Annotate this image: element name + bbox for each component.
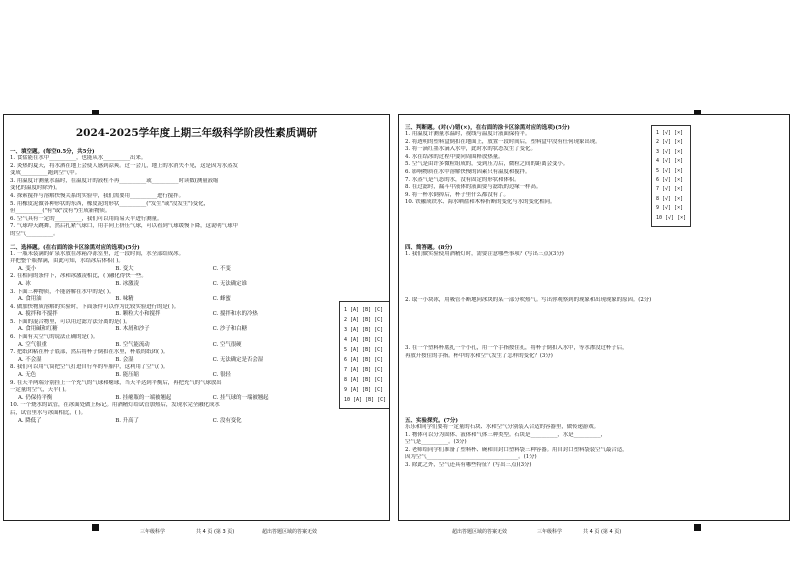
fill-blank-line: 但__________("有"或"没有")生成新物质。 [10, 208, 111, 215]
judge-item: 10. 铁融成铁水、海水晒盐和木棒折断的变化与水的变化相同。 [405, 199, 556, 206]
answer-row[interactable]: 7 [A] [B] [C] [344, 367, 384, 373]
choice-question: 10. 一个烧水的试管，在冰面处做上标记。用酒精灯给试管加热后，发现水完全融化成水 [10, 402, 220, 409]
section-choice-heading: 二、选择题。(在右面的涂卡区涂黑对应的选项)(5分) [10, 244, 140, 251]
answer-row[interactable]: 8 [A] [B] [C] [344, 377, 384, 383]
option-b: B. 颗粒大小和搅拌 [115, 311, 161, 318]
answer-card-judge [651, 125, 691, 227]
option-a: A. 不会湿 [18, 356, 42, 363]
option-a: A. 仍保持平衡 [18, 394, 53, 401]
option-b: B. 冰激凌 [115, 280, 139, 287]
answer-row[interactable]: 8 [√] [×] [656, 195, 684, 202]
short-answer-question: 再放开按住的手指。杯中的水和空气发生了怎样的变化？(3分) [405, 352, 553, 359]
judge-item: 4. 水在结冰的过程中要向周围释放热量。 [405, 153, 504, 160]
choice-options [10, 281, 310, 289]
choice-options [10, 372, 310, 380]
option-c: C. 空气很硬 [212, 341, 242, 348]
option-c: C. 沙子和白糖 [212, 326, 247, 333]
section-experiment-heading: 五、实验探究。(7分) [405, 418, 459, 424]
option-c: C. 挂气球的一端被翘起 [212, 394, 269, 401]
option-a: A. 冰 [18, 280, 31, 287]
option-a: A. 降低了 [18, 417, 42, 424]
option-c: C. 蜂蜜 [212, 296, 231, 303]
footer-note: 超出答题区域的答案无效 [262, 529, 318, 535]
answer-row[interactable]: 3 [A] [B] [C] [344, 327, 384, 333]
judge-item: 9. 将一杯水倒掉后，杯子里什么都没有了。 [405, 191, 509, 198]
option-a: A. 变小 [18, 265, 37, 272]
fill-blank-line: 6. 空气具有一定的__________，我们可以用简易天平进行测量。 [10, 215, 163, 222]
answer-row[interactable]: 7 [√] [×] [656, 186, 684, 193]
choice-question: 一定量的空气，天平( )。 [10, 387, 70, 394]
answer-row[interactable]: 1 [√] [×] [656, 130, 684, 136]
answer-row[interactable]: 9 [√] [×] [656, 205, 684, 212]
left-page [3, 114, 390, 521]
option-b: B. 升高了 [115, 417, 139, 424]
experiment-question: 1. 物体可以分为固体、液体和气体三种类型。石块是__________，水是__________， [405, 431, 606, 438]
choice-question: 7. 把纸团粘在杯子底部，然后将杯子倒扣在水里，杯底的纸团( )。 [10, 349, 169, 356]
option-c: C. 不变 [212, 265, 231, 272]
short-answer-question: 3. 在一个塑料杯底扎一个小孔，用一个手指按住孔，将杯子倒扣入水中，等水渗没过杯子后， [405, 345, 628, 351]
fill-blank-line: 的空气__________。 [10, 230, 59, 237]
choice-question: 2. 在相同的条件下，冰和冰激凌相比，( )融化得快一些。 [10, 273, 147, 280]
choice-options [10, 311, 310, 319]
choice-options [10, 266, 310, 274]
choice-question: 4. 做加快物质溶解的实验时，下面条件可以作为比较实验进行的是( )。 [10, 303, 180, 310]
short-answer-question: 2. 取一小块冰，用吸管不断地向冰块的某一部分吹热气。写出你观察到的现象和出现现象的原因。(2分) [405, 297, 652, 303]
answer-row[interactable]: 2 [√] [×] [656, 139, 684, 146]
option-b: B. 挂瘪瓶的一端被翘起 [115, 394, 172, 401]
fill-blank-line: 5. 用橡皮泥做各种形状的东西，橡皮泥的形状__________("发生"或"没发生")变化， [10, 200, 209, 207]
option-b: B. 变大 [115, 265, 134, 272]
footer-subject: 三年级科学 [140, 529, 166, 535]
judge-item: 8. 在过滤时，漏斗中液体的液面要与滤纸的边缘一样高。 [405, 184, 542, 191]
answer-row[interactable]: 9 [A] [B] [C] [344, 387, 384, 393]
answer-row[interactable]: 1 [A] [B] [C] [344, 307, 384, 313]
option-b: B. 味精 [115, 296, 134, 303]
experiment-question: 因为空气__________________________________。(1分) [405, 454, 537, 461]
option-b: B. 木屑和沙子 [115, 326, 150, 333]
choice-options [10, 418, 310, 426]
choice-question: 1. 一瓶未装满的矿泉水放在冰箱冷冻室里，过一段时间，水全部结成冰。 [10, 250, 184, 257]
option-c: C. 没有变化 [212, 417, 242, 424]
option-b: B. 能压缩 [115, 372, 139, 379]
answer-row[interactable]: 5 [A] [B] [C] [344, 347, 384, 353]
section-fill-blank-heading: 一、填空题。(每空0.5分，共5分) [10, 149, 95, 155]
choice-options [10, 342, 310, 350]
option-c: C. 无法确定谁 [212, 280, 247, 287]
footer-subject: 三年级科学 [537, 529, 563, 535]
footer-note: 超出答题区域的答案无效 [452, 529, 508, 535]
answer-row[interactable]: 2 [A] [B] [C] [344, 317, 384, 323]
fill-blank-list [10, 155, 383, 239]
option-b: B. 空气能流动 [115, 341, 150, 348]
answer-row[interactable]: 10 [A] [B] [C] [344, 397, 387, 403]
option-c: C. 很轻 [212, 372, 231, 379]
judge-item: 1. 用温度计测量水温时，视线与温度计液面保持平。 [405, 131, 531, 137]
choice-question: 后，试管里水与冰面相比，( )。 [10, 410, 86, 416]
answer-row[interactable]: 6 [√] [×] [656, 177, 684, 184]
option-a: A. 搅拌和不搅拌 [18, 311, 58, 318]
answer-row[interactable]: 10 [√] [×] [656, 214, 687, 221]
registration-mark [92, 524, 99, 531]
choice-options [10, 296, 310, 304]
option-a: A. 空气很重 [18, 341, 47, 348]
option-a: A. 食用碱和红糖 [18, 326, 58, 333]
page-title: 2024-2025学年度上期三年级科学阶段性素质调研 [75, 127, 318, 139]
choice-question: 3. 下面三种物质，不能溶解在水中的是( )。 [10, 288, 115, 295]
judge-item: 5. 空气是由许多微粒组成的，受到压力后，微粒之间的距离会变小。 [405, 161, 569, 168]
answer-row[interactable]: 5 [√] [×] [656, 167, 684, 174]
fill-blank-line: 变化的温度时除外)。 [10, 185, 61, 192]
choice-question: 8. 我们可以用气筒把空气打进自行车的车胎中，这利用了空气( )。 [10, 364, 169, 371]
fill-blank-line: 1. 食盐能在水中__________，也能从水__________出来。 [10, 155, 147, 161]
fill-blank-line: 3. 用温度计测量水温时，在温度计的液柱不再__________或__________时读数(测量液缩 [10, 177, 219, 184]
section-short-answer-heading: 四、简答题。(8分) [405, 245, 453, 251]
experiment-question: 2. 老师给同学们准备了塑料杯、碗和自封口塑料袋三种容器。用自封口塑料袋装空气最合适， [405, 446, 628, 453]
right-page [398, 114, 790, 521]
answer-row[interactable]: 4 [A] [B] [C] [344, 337, 384, 343]
footer-page: 共 4 页 (第 4 页) [583, 529, 622, 535]
fill-blank-line: 7. 气球冲天跳舞，然后扎紧气球口，用手向上挤压气球，可以看到气球缓慢下降，这说明气球中 [10, 223, 238, 230]
option-b: B. 会湿 [115, 356, 134, 363]
choice-question: 9. 在天平两端分别挂上一个充气的气球和瘪球，当天平达到平衡后，再把充气的气球放出 [10, 379, 222, 386]
judge-item: 7. 水蒸气是气态的水，没有固定的形状和体积。 [405, 176, 520, 183]
answer-row[interactable]: 3 [√] [×] [656, 148, 684, 155]
option-a: A. 无色 [18, 372, 37, 379]
footer-page: 共 4 页 (第 3 页) [196, 529, 235, 535]
fill-blank-line: 4. 探索搅拌与溶解快慢关系的实验中，我们需要用__________进行搅拌。 [10, 192, 184, 199]
fill-blank-line: 2. 炎热的夏天，将水洒在地上会使人感到凉爽。过一会儿，地上的水消失不见，这是因为水蒸发 [10, 162, 238, 169]
experiment-intro: 乐乐和同学们要将一定量的石块、水和空气分别装入合适的容器里，做传递游戏。 [405, 424, 600, 430]
experiment-question: 3. 除此之外，空气还具有哪些特征？(写出三点)(3分) [405, 461, 532, 468]
choice-options [10, 395, 310, 403]
answer-row[interactable]: 6 [A] [B] [C] [344, 357, 384, 363]
option-c: C. 无法确定是否会湿 [212, 356, 264, 363]
choice-question: 6. 下面有关空气的说法正确的是( )。 [10, 334, 99, 341]
option-a: A. 食用油 [18, 296, 42, 303]
short-answer-question: 1. 我们做实验使用酒精灯时，需要注意哪些事项？(写出三点)(3分) [405, 251, 564, 257]
answer-card-choice [339, 301, 390, 409]
choice-list [10, 251, 310, 426]
section-judge-heading: 三、判断题。(对(√)错(×)，在右面的涂卡区涂黑对应的选项)(5分) [405, 125, 570, 131]
choice-question: 并把整个瓶撑满，由此可知，水结冰后体积( )。 [10, 258, 124, 265]
choice-question: 5. 下面的混合物里，可以用过滤方法分离的是( )。 [10, 318, 131, 325]
judge-item: 3. 将一滴红墨水滴入水中，此时水的状态发生了变化。 [405, 146, 536, 153]
answer-row[interactable]: 4 [√] [×] [656, 158, 684, 165]
judge-item: 2. 将透明的塑料盒倒扣在地面上，放置一段时间后，塑料盒中没有任何现象出现。 [405, 138, 601, 145]
fill-blank-line: 变成__________跑到空气中。 [10, 170, 81, 177]
judge-item: 6. 影响物质在水中溶解快慢的因素只有温度和搅拌。 [405, 168, 531, 175]
choice-options [10, 357, 310, 365]
experiment-question: 空气是__________。(3分) [405, 439, 467, 446]
choice-options [10, 326, 310, 334]
registration-mark [694, 524, 701, 531]
option-c: C. 搅拌和水的冷热 [212, 311, 258, 318]
